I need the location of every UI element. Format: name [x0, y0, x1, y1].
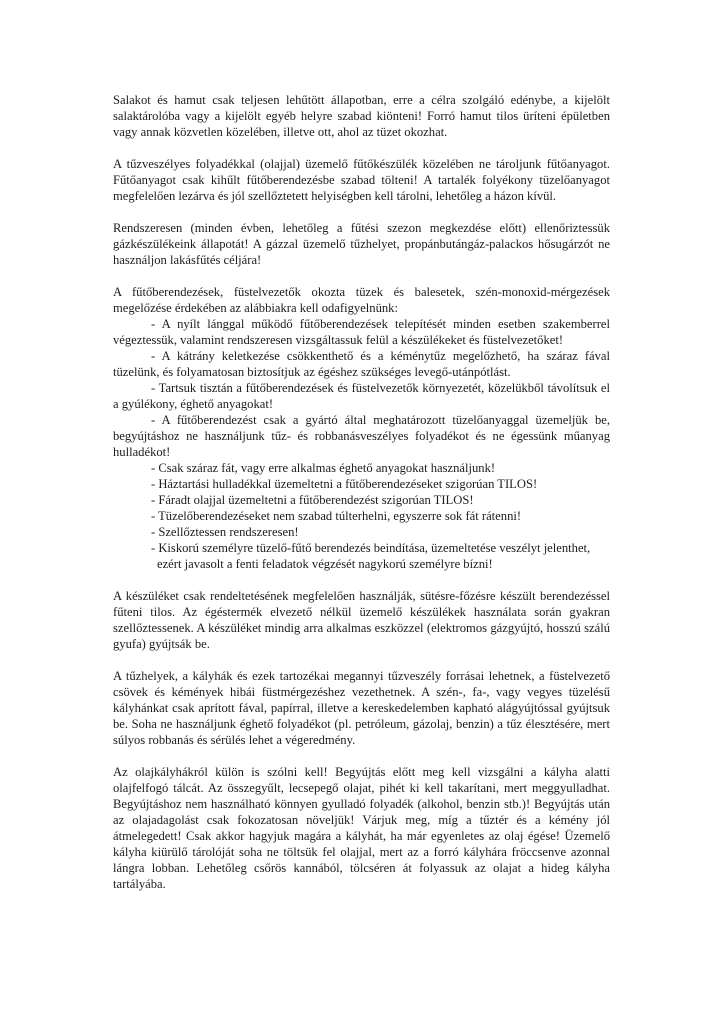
list-item-dry-wood: - Csak száraz fát, vagy erre alkalmas éghető anyagokat használjunk! — [151, 461, 496, 475]
list-item-tar-prevention: - A kátrány keletkezése csökkenthető és a kéménytűz megelőzhető, ha száraz fával tüzelünk, és folyamatosan biztosítjuk az égéshez szükséges levegő-utánpótlást. — [113, 349, 610, 379]
paragraph-oil-stoves: Az olajkályhákról külön is szólni kell! Begyújtás előtt meg kell vizsgálni a kályha alatti olajfelfogó tálcát. Az összegyűlt, lecsepegő olajat, pihét ki kell takarítani, mert meggyulladhat. Begyújtáshoz nem használható könnyen gyulladó folyadék (alkohol, benzin stb.)! Begyújtás után az olajadagolást csak fokozatosan növeljük! Várjuk meg, míg a tűztér és a kémény jól átmelegedett! Csak akkor hagyjuk magára a kályhát, ha már egyenletes az olaj égése! Üzemelő kályha kiürülő tárolóját soha ne töltsük fel olajjal, mert az a forró kályhára fröccsenve azonnal lángra lobban. Lehetőleg csőrös kannából, tölcséren át folyassuk az olajat a hideg kályha tartályába. — [113, 765, 610, 891]
safety-rules-list — [113, 316, 610, 572]
list-item-used-oil: - Fáradt olajjal üzemeltetni a fűtőberendezést szigorúan TILOS! — [151, 493, 474, 507]
list-item-approved-fuel: - A fűtőberendezést csak a gyártó által meghatározott tüzelőanyaggal üzemeljük be, begyújtáshoz ne használjunk tűz- és robbanásveszélyes folyadékot és ne égessünk műanyag hulladékot! — [113, 413, 610, 459]
list-item-minors: - Kiskorú személyre tüzelő-fűtő berendezés beindítása, üzemeltetése veszélyt jelenthet, ezért javasolt a fenti feladatok végzését nagykorú személyre bízni! — [151, 541, 591, 571]
paragraph-flammable-liquids: A tűzveszélyes folyadékkal (olajjal) üzemelő fűtőkészülék közelében ne tároljunk fűtőanyagot. Fűtőanyagot csak kihűlt fűtőberendezésbe szabad tölteni! A tartalék folyékony tüzelőanyagot megfelelően lezárva és jól szellőztetett helyiségben kell tárolni, lehetőleg a házon kívül. — [113, 157, 610, 203]
list-item-household-waste: - Háztartási hulladékkal üzemeltetni a fűtőberendezéseket szigorúan TILOS! — [151, 477, 538, 491]
paragraph-ash-disposal: Salakot és hamut csak teljesen lehűtött állapotban, erre a célra szolgáló edénybe, a kijelölt salaktárolóba vagy a kijelölt egyéb helyre szabad kiönteni! Forró hamut tilos üríteni épületben vagy annak közvetlen közelében, illetve ott, ahol az tüzet okozhat. — [113, 93, 610, 139]
list-item-ventilation: - Szellőztessen rendszeresen! — [151, 525, 299, 539]
list-item-keep-clean: - Tartsuk tisztán a fűtőberendezések és füstelvezetők környezetét, közelükből távolítsuk el a gyúlékony, éghető anyagokat! — [113, 381, 610, 411]
document-content — [113, 92, 610, 908]
paragraph-gas-appliance-checks: Rendszeresen (minden évben, lehetőleg a fűtési szezon megkezdése előtt) ellenőriztessük gázkészülékeink állapotát! A gázzal üzemelő tűzhelyet, propánbutángáz-palackos hősugárzót ne használjon lakásfűtés céljára! — [113, 221, 610, 267]
list-item-installation: - A nyílt lánggal működő fűtőberendezések telepítését minden esetben szakemberrel végeztessük, valamint rendszeresen vizsgáltassuk felül a készülékeket és füstelvezetőket! — [113, 317, 610, 347]
paragraph-intended-use: A készüléket csak rendeltetésének megfelelően használják, sütésre-főzésre készült berendezéssel fűteni tilos. Az égéstermék elvezető nélkül üzemelő készülékek használata során gyakran szellőztessenek. A készüléket mindig arra alkalmas eszközzel (elektromos gázgyújtó, hosszú szálú gyufa) gyújtsák be. — [113, 589, 610, 651]
paragraph-stoves-chimneys: A tűzhelyek, a kályhák és ezek tartozékai megannyi tűzveszély forrásai lehetnek, a füstelvezető csövek és kémények hibái füstmérgezéshez vezethetnek. A szén-, fa-, vagy vegyes tüzelésű kályhánkat csak aprított fával, papírral, illetve a kereskedelemben kapható alágyújtóssal gyújtsuk be. Soha ne használjunk éghető folyadékot (pl. petróleum, gázolaj, benzin) a tűz élesztésére, mert súlyos robbanás és sérülés lehet a végeredmény. — [113, 669, 610, 747]
paragraph-list-intro: A fűtőberendezések, füstelvezetők okozta tüzek és balesetek, szén-monoxid-mérgezések megelőzése érdekében az alábbiakra kell odafigyelnünk: — [113, 285, 610, 315]
list-item-overloading: - Tüzelőberendezéseket nem szabad túlterhelni, egyszerre sok fát rátenni! — [151, 509, 522, 523]
